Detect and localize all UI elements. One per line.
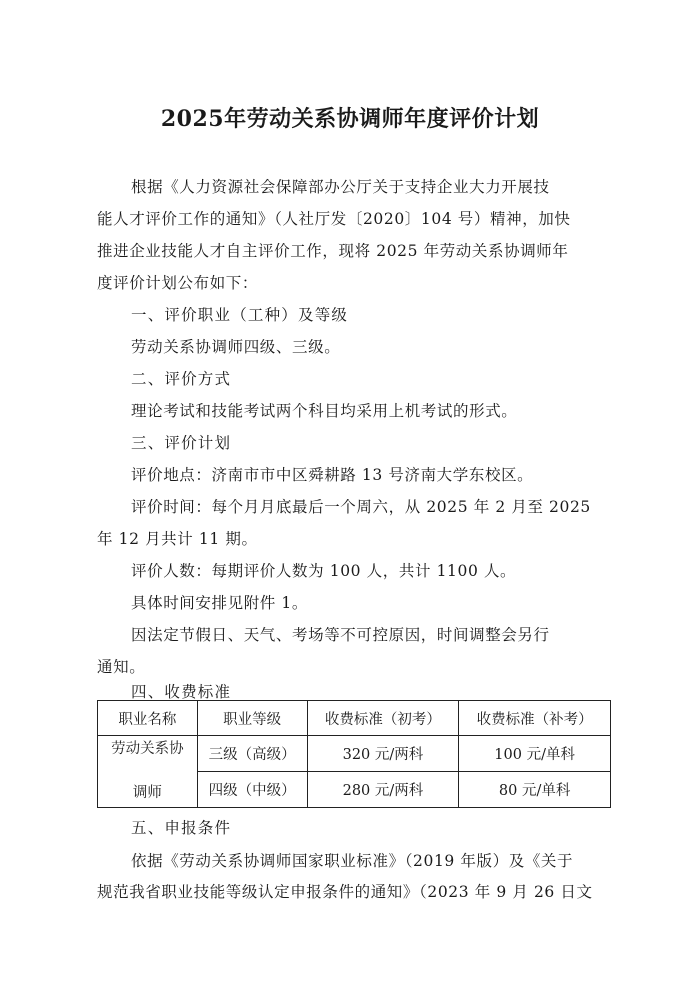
section2-heading: 二、评价方式 bbox=[131, 370, 232, 388]
retake-fee-cell: 80 元/单科 bbox=[459, 772, 611, 808]
notice-line-1: 因法定节假日、天气、考场等不可控原因，时间调整会另行 bbox=[131, 626, 550, 644]
initial-fee-cell: 280 元/两科 bbox=[307, 772, 459, 808]
eval-count: 评价人数：每期评价人数为 100 人，共计 1100 人。 bbox=[131, 562, 517, 580]
eval-location: 评价地点：济南市市中区舜耕路 13 号济南大学东校区。 bbox=[131, 466, 534, 484]
retake-fee-cell: 100 元/单科 bbox=[459, 736, 611, 772]
eval-schedule: 具体时间安排见附件 1。 bbox=[131, 594, 308, 612]
section3-heading: 三、评价计划 bbox=[131, 434, 232, 452]
section1-heading: 一、评价职业（工种）及等级 bbox=[131, 306, 349, 324]
document-title: 2025年劳动关系协调师年度评价计划 bbox=[160, 106, 540, 132]
intro-line-1: 根据《人力资源社会保障部办公厅关于支持企业大力开展技 bbox=[131, 178, 550, 196]
occupation-line-1: 劳动关系协 bbox=[111, 741, 184, 757]
intro-line-3: 推进企业技能人才自主评价工作，现将 2025 年劳动关系协调师年 bbox=[97, 242, 569, 260]
eval-time-line-1: 评价时间：每个月月底最后一个周六，从 2025 年 2 月至 2025 bbox=[131, 498, 591, 516]
table-row bbox=[98, 736, 611, 772]
eval-time-line-2: 年 12 月共计 11 期。 bbox=[97, 530, 258, 548]
initial-fee-cell: 320 元/两科 bbox=[307, 736, 459, 772]
occupation-line-2: 调师 bbox=[132, 784, 162, 801]
notice-line-2: 通知。 bbox=[97, 658, 146, 676]
header-occupation: 职业名称 bbox=[98, 701, 198, 736]
level-cell: 三级（高级） bbox=[197, 736, 307, 772]
section1-body: 劳动关系协调师四级、三级。 bbox=[131, 338, 341, 356]
section4-heading: 四、收费标准 bbox=[131, 683, 232, 701]
table-header-row bbox=[98, 701, 611, 736]
section5-line-2: 规范我省职业技能等级认定申报条件的通知》（2023 年 9 月 26 日文 bbox=[97, 883, 593, 901]
fee-table bbox=[97, 700, 611, 808]
header-initial-fee: 收费标准（初考） bbox=[307, 701, 459, 736]
section5-line-1: 依据《劳动关系协调师国家职业标准》（2019 年版）及《关于 bbox=[131, 852, 574, 870]
section5-heading: 五、申报条件 bbox=[131, 819, 232, 837]
header-level: 职业等级 bbox=[197, 701, 307, 736]
section2-body: 理论考试和技能考试两个科目均采用上机考试的形式。 bbox=[131, 402, 518, 420]
intro-line-4: 度评价计划公布如下： bbox=[97, 274, 259, 292]
intro-line-2: 能人才评价工作的通知》（人社厅发〔2020〕104 号）精神，加快 bbox=[97, 210, 571, 228]
header-retake-fee: 收费标准（补考） bbox=[459, 701, 611, 736]
occupation-cell bbox=[98, 736, 198, 808]
level-cell: 四级（中级） bbox=[197, 772, 307, 808]
